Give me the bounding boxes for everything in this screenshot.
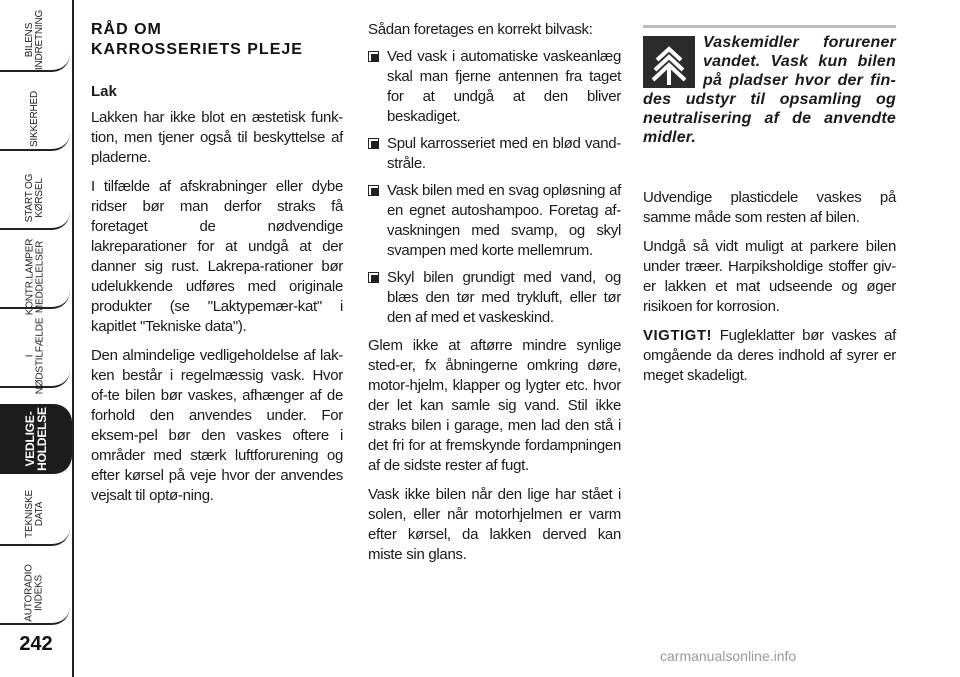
tab-label: START OG KØRSEL bbox=[23, 173, 45, 223]
paragraph: Den almindelige vedligeholdelse af lak-ken består i regelmæssig vask. Hvor of-te bilen bør vaskes, afhænger af de forhold den anvendes under. For eksem-pel bør den vaskes oftere i områder med stærk luftforurening og efter kørsel på veje hvor der anvendes vejsalt til optø-ning. bbox=[91, 347, 343, 504]
list-item: Spul karrosseriet med en blød vand-stråle. bbox=[368, 134, 621, 174]
watermark: carmanualsonline.info bbox=[660, 648, 797, 664]
chapter-tab-strip bbox=[0, 0, 74, 677]
checkbox-bullet-icon bbox=[368, 51, 379, 62]
section-heading: RÅD OM KARROSSERIETS PLEJE bbox=[91, 21, 303, 58]
environment-note-text: Vaskemidler forurener vandet. Vask kun bilen på pladser hvor der fin-des udstyr til opsamling og neutralisering af de anvendte midler. bbox=[643, 34, 896, 146]
paragraph: Lakken har ikke blot en æstetisk funk-tion, men tjener også til beskyttelse af pladerne. bbox=[91, 109, 343, 166]
page-number: 242 bbox=[19, 633, 53, 655]
tab-label: TEKNISKE DATA bbox=[24, 490, 45, 538]
column-2 bbox=[368, 20, 621, 574]
tab-label: VEDLIGE- HOLDELSE bbox=[23, 407, 49, 471]
paragraph: Vask ikke bilen når den lige har stået i solen, eller når motorhjelmen er varm efter kørsel, da lakken derved kan miste sin glans. bbox=[368, 486, 621, 563]
bullet-list bbox=[368, 47, 621, 328]
subheading-lak: Lak bbox=[91, 83, 117, 100]
tab-vedligeholdelse[interactable] bbox=[0, 404, 72, 474]
environment-tree-icon bbox=[643, 36, 695, 88]
tab-bilens-indretning[interactable] bbox=[0, 10, 70, 72]
paragraph: Undgå så vidt muligt at parkere bilen under træer. Harpiksholdige stoffer giv-er lakken et mat udseende og øger risikoen for korrosion. bbox=[643, 238, 896, 315]
tab-label: AUTORADIO INDEKS bbox=[24, 564, 45, 622]
tab-i-nodstilfaelde[interactable] bbox=[0, 317, 70, 395]
list-item: Skyl bilen grundigt med vand, og blæs den tør med trykluft, eller tør den af med et vaskeskind. bbox=[368, 268, 621, 328]
tab-label: I NØDSTILFÆLDE bbox=[24, 317, 45, 395]
checkbox-bullet-icon bbox=[368, 138, 379, 149]
column-3 bbox=[643, 20, 896, 395]
tab-label: BILENS INDRETNING bbox=[23, 9, 45, 71]
checkbox-bullet-icon bbox=[368, 272, 379, 283]
tab-tekniske-data[interactable] bbox=[0, 484, 70, 546]
tab-sikkerhed[interactable] bbox=[0, 89, 70, 151]
environment-note bbox=[643, 25, 896, 188]
paragraph: Udvendige plasticdele vaskes på samme måde som resten af bilen. bbox=[643, 189, 896, 226]
tab-kontrollamper-meddelelser[interactable] bbox=[0, 238, 70, 316]
important-label: VIGTIGT! bbox=[643, 327, 712, 344]
list-item: Ved vask i automatiske vaskeanlæg skal man fjerne antennen fra taget for at undgå at den bliver beskadiget. bbox=[368, 47, 621, 127]
tab-autoradio-indeks[interactable] bbox=[0, 563, 70, 625]
paragraph: Glem ikke at aftørre mindre synlige sted-er, fx åbningerne omkring døre, motor-hjelm, klapper og lygter etc. hvor der let kan samle sig vand. Stil ikke straks bilen i garage, men lad den stå i det fri for at fremskynde fordampningen af de sidste rester af fugt. bbox=[368, 337, 621, 474]
list-item: Vask bilen med en svag opløsning af en egnet autoshampoo. Foretag af-vaskningen med svamp, og skyl svampen med korte mellemrum. bbox=[368, 181, 621, 261]
column-1 bbox=[91, 20, 343, 515]
tab-label: KONTR.LAMPER MEDDELELSER bbox=[24, 238, 46, 316]
checkbox-bullet-icon bbox=[368, 185, 379, 196]
tab-label: SIKKERHED bbox=[29, 91, 40, 147]
paragraph-intro: Sådan foretages en korrekt bilvask: bbox=[368, 21, 593, 38]
tab-start-og-korsel[interactable] bbox=[0, 168, 70, 230]
paragraph-important: VIGTIGT! Fugleklatter bør vaskes af omgående da deres indhold af syrer er meget skadeligt. bbox=[643, 327, 896, 384]
paragraph: I tilfælde af afskrabninger eller dybe ridser bør man derfor straks få foretaget de nødvendige lakreparationer for at undgå at der danner sig rust. Lakrepa-rationer bør udelukkende udføres med originale produkter (se "Laktypemær-kat" i kapitlet "Tekniske data"). bbox=[91, 178, 343, 335]
